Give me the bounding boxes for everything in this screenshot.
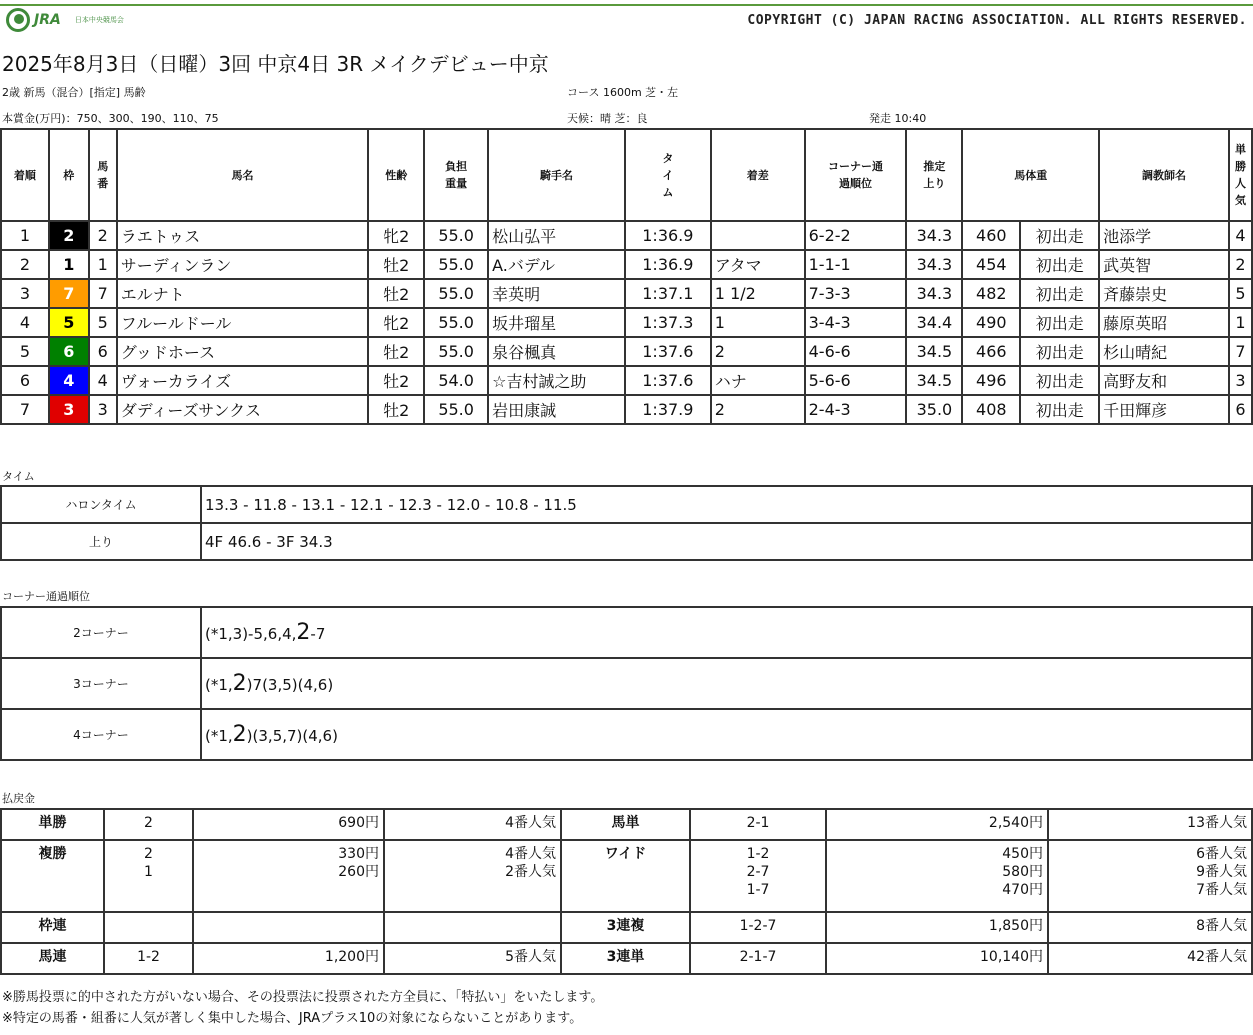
corner-3-label: 3コーナー <box>1 658 201 709</box>
furlong-label: ハロンタイム <box>1 486 201 523</box>
weight-cell: 55.0 <box>424 250 488 279</box>
rank-cell: 6 <box>1 366 49 395</box>
trainer-name[interactable]: 池添学 <box>1099 221 1229 250</box>
jockey-name[interactable]: 岩田康誠 <box>488 395 625 424</box>
fukusho-label: 複勝 <box>1 840 104 912</box>
umaren-number: 1-2 <box>104 943 193 974</box>
jockey-name[interactable]: 坂井瑠星 <box>488 308 625 337</box>
corner-2-order: (*1,3)-5,6,4,2-7 <box>201 607 1252 658</box>
waku-cell: 1 <box>49 250 89 279</box>
sex-age-cell: 牡2 <box>368 395 424 424</box>
sanrentan-label: 3連単 <box>561 943 690 974</box>
col-last3f: 推定上り <box>906 129 962 221</box>
agari-label: 上り <box>1 523 201 560</box>
sex-age-cell: 牡2 <box>368 366 424 395</box>
margin-cell: 2 <box>711 337 805 366</box>
rank-cell: 5 <box>1 337 49 366</box>
header-rule <box>0 4 1253 6</box>
time-cell: 1:37.9 <box>625 395 711 424</box>
time-cell: 1:37.1 <box>625 279 711 308</box>
body-weight-cell: 466 <box>962 337 1020 366</box>
popularity-cell: 7 <box>1229 337 1252 366</box>
popularity-cell: 5 <box>1229 279 1252 308</box>
result-row <box>1 366 1252 395</box>
corner-cell: 7-3-3 <box>805 279 907 308</box>
popularity-cell: 2 <box>1229 250 1252 279</box>
results-table <box>0 128 1253 425</box>
payout-table <box>0 808 1253 975</box>
waku-cell: 2 <box>49 221 89 250</box>
sex-age-cell: 牝2 <box>368 221 424 250</box>
col-body-weight: 馬体重 <box>962 129 1099 221</box>
last3f-cell: 35.0 <box>906 395 962 424</box>
fukusho-payouts: 330円 260円 <box>193 840 384 912</box>
sanrenpuku-number: 1-2-7 <box>690 912 826 943</box>
umaban-cell: 3 <box>89 395 117 424</box>
trainer-name[interactable]: 杉山晴紀 <box>1099 337 1229 366</box>
corner-4-label: 4コーナー <box>1 709 201 760</box>
weight-cell: 55.0 <box>424 337 488 366</box>
rank-cell: 4 <box>1 308 49 337</box>
jockey-name[interactable]: 泉谷楓真 <box>488 337 625 366</box>
margin-cell: ハナ <box>711 366 805 395</box>
wide-popularity: 6番人気 9番人気 7番人気 <box>1048 840 1252 912</box>
body-weight-cell: 482 <box>962 279 1020 308</box>
horse-name[interactable]: エルナト <box>117 279 369 308</box>
umatan-payout: 2,540円 <box>826 809 1048 840</box>
umaban-cell: 6 <box>89 337 117 366</box>
horse-name[interactable]: フルールドール <box>117 308 369 337</box>
umatan-number: 2-1 <box>690 809 826 840</box>
trainer-name[interactable]: 武英智 <box>1099 250 1229 279</box>
time-table <box>0 485 1253 561</box>
waku-cell: 7 <box>49 279 89 308</box>
sanrenpuku-popularity: 8番人気 <box>1048 912 1252 943</box>
corner-cell: 1-1-1 <box>805 250 907 279</box>
col-jockey: 騎手名 <box>488 129 625 221</box>
tansho-number: 2 <box>104 809 193 840</box>
result-row <box>1 250 1252 279</box>
umatan-label: 馬単 <box>561 809 690 840</box>
corner-cell: 6-2-2 <box>805 221 907 250</box>
margin-cell: アタマ <box>711 250 805 279</box>
corner-cell: 5-6-6 <box>805 366 907 395</box>
last3f-cell: 34.3 <box>906 250 962 279</box>
race-prize: 本賞金(万円)：750、300、190、110、75 <box>2 112 219 125</box>
tansho-payout: 690円 <box>193 809 384 840</box>
col-popularity: 単勝人気 <box>1229 129 1252 221</box>
weight-cell: 55.0 <box>424 308 488 337</box>
time-cell: 1:37.3 <box>625 308 711 337</box>
wakuren-label: 枠連 <box>1 912 104 943</box>
horse-name[interactable]: サーディンラン <box>117 250 369 279</box>
trainer-name[interactable]: 高野友和 <box>1099 366 1229 395</box>
last3f-cell: 34.4 <box>906 308 962 337</box>
umatan-popularity: 13番人気 <box>1048 809 1252 840</box>
umaren-payout: 1,200円 <box>193 943 384 974</box>
umaban-cell: 2 <box>89 221 117 250</box>
weight-cell: 55.0 <box>424 221 488 250</box>
waku-cell: 6 <box>49 337 89 366</box>
col-horse: 馬名 <box>117 129 369 221</box>
trainer-name[interactable]: 斉藤崇史 <box>1099 279 1229 308</box>
horse-name[interactable]: ダディーズサンクス <box>117 395 369 424</box>
last3f-cell: 34.3 <box>906 221 962 250</box>
sex-age-cell: 牡2 <box>368 279 424 308</box>
waku-cell: 3 <box>49 395 89 424</box>
logo-text: JRA <box>34 12 61 28</box>
wakuren-number <box>104 912 193 943</box>
waku-cell: 5 <box>49 308 89 337</box>
copyright: COPYRIGHT (C) JAPAN RACING ASSOCIATION. ALL RIGHTS RESERVED. <box>747 13 1247 28</box>
col-weight: 負担重量 <box>424 129 488 221</box>
weight-cell: 55.0 <box>424 395 488 424</box>
trainer-name[interactable]: 藤原英昭 <box>1099 308 1229 337</box>
sanrenpuku-payout: 1,850円 <box>826 912 1048 943</box>
corner-cell: 4-6-6 <box>805 337 907 366</box>
agari-times: 4F 46.6 - 3F 34.3 <box>201 523 1252 560</box>
horse-name[interactable]: グッドホース <box>117 337 369 366</box>
corner-2-label: 2コーナー <box>1 607 201 658</box>
corner-cell: 2-4-3 <box>805 395 907 424</box>
body-weight-cell: 460 <box>962 221 1020 250</box>
tansho-label: 単勝 <box>1 809 104 840</box>
time-cell: 1:37.6 <box>625 337 711 366</box>
time-cell: 1:36.9 <box>625 250 711 279</box>
popularity-cell: 3 <box>1229 366 1252 395</box>
col-time: タイム <box>625 129 711 221</box>
sanrentan-payout: 10,140円 <box>826 943 1048 974</box>
logo-subtitle: 日本中央競馬会 <box>74 16 124 24</box>
weight-diff-cell: 初出走 <box>1020 395 1099 424</box>
sex-age-cell: 牡2 <box>368 337 424 366</box>
corner-table <box>0 606 1253 761</box>
sanrentan-popularity: 42番人気 <box>1048 943 1252 974</box>
time-cell: 1:37.6 <box>625 366 711 395</box>
rank-cell: 1 <box>1 221 49 250</box>
weight-cell: 55.0 <box>424 279 488 308</box>
result-row <box>1 337 1252 366</box>
corner-3-order: (*1,2)7(3,5)(4,6) <box>201 658 1252 709</box>
wide-payouts: 450円 580円 470円 <box>826 840 1048 912</box>
weight-diff-cell: 初出走 <box>1020 337 1099 366</box>
sex-age-cell: 牡2 <box>368 250 424 279</box>
col-umaban: 馬番 <box>89 129 117 221</box>
last3f-cell: 34.5 <box>906 337 962 366</box>
race-start-time: 発走 10:40 <box>869 112 927 125</box>
last3f-cell: 34.3 <box>906 279 962 308</box>
race-weather: 天候：晴 芝：良 <box>567 112 648 125</box>
margin-cell <box>711 221 805 250</box>
sanrentan-number: 2-1-7 <box>690 943 826 974</box>
wide-numbers: 1-2 2-7 1-7 <box>690 840 826 912</box>
weight-cell: 54.0 <box>424 366 488 395</box>
jockey-name[interactable]: 幸英明 <box>488 279 625 308</box>
wakuren-popularity <box>384 912 561 943</box>
jockey-name[interactable]: A.バデル <box>488 250 625 279</box>
weight-diff-cell: 初出走 <box>1020 279 1099 308</box>
jra-logo[interactable] <box>6 8 124 32</box>
rank-cell: 7 <box>1 395 49 424</box>
race-condition: 2歳 新馬（混合）[指定] 馬齢 <box>2 86 146 99</box>
umaban-cell: 1 <box>89 250 117 279</box>
umaren-label: 馬連 <box>1 943 104 974</box>
wide-label: ワイド <box>561 840 690 912</box>
col-corner: コーナー通過順位 <box>805 129 907 221</box>
result-row <box>1 395 1252 424</box>
umaban-cell: 5 <box>89 308 117 337</box>
margin-cell: 2 <box>711 395 805 424</box>
wakuren-payout <box>193 912 384 943</box>
col-margin: 着差 <box>711 129 805 221</box>
weight-diff-cell: 初出走 <box>1020 366 1099 395</box>
corner-4-order: (*1,2)(3,5,7)(4,6) <box>201 709 1252 760</box>
body-weight-cell: 496 <box>962 366 1020 395</box>
body-weight-cell: 408 <box>962 395 1020 424</box>
umaban-cell: 4 <box>89 366 117 395</box>
popularity-cell: 4 <box>1229 221 1252 250</box>
popularity-cell: 6 <box>1229 395 1252 424</box>
trainer-name[interactable]: 千田輝彦 <box>1099 395 1229 424</box>
waku-cell: 4 <box>49 366 89 395</box>
jockey-name[interactable]: 松山弘平 <box>488 221 625 250</box>
corner-section-label: コーナー通過順位 <box>2 590 90 603</box>
note-jra-plus10: ※特定の馬番・組番に人気が著しく集中した場合、JRAプラス10の対象にならないことがあります。 <box>2 1011 583 1026</box>
top-bar <box>0 0 1253 38</box>
race-title: 2025年8月3日（日曜）3回 中京4日 3R メイクデビュー中京 <box>2 52 549 76</box>
tansho-popularity: 4番人気 <box>384 809 561 840</box>
margin-cell: 1 <box>711 308 805 337</box>
weight-diff-cell: 初出走 <box>1020 250 1099 279</box>
sanrenpuku-label: 3連複 <box>561 912 690 943</box>
horse-name[interactable]: ヴォーカライズ <box>117 366 369 395</box>
time-section-label: タイム <box>2 470 35 483</box>
horse-name[interactable]: ラエトゥス <box>117 221 369 250</box>
body-weight-cell: 490 <box>962 308 1020 337</box>
jra-logo-icon <box>6 8 30 32</box>
col-trainer: 調教師名 <box>1099 129 1229 221</box>
popularity-cell: 1 <box>1229 308 1252 337</box>
margin-cell: 1 1/2 <box>711 279 805 308</box>
result-row <box>1 308 1252 337</box>
furlong-times: 13.3 - 11.8 - 13.1 - 12.1 - 12.3 - 12.0 - 10.8 - 11.5 <box>201 486 1252 523</box>
race-course: コース 1600m 芝・左 <box>567 86 679 99</box>
umaban-cell: 7 <box>89 279 117 308</box>
umaren-popularity: 5番人気 <box>384 943 561 974</box>
col-sex-age: 性齢 <box>368 129 424 221</box>
fukusho-popularity: 4番人気 2番人気 <box>384 840 561 912</box>
weight-diff-cell: 初出走 <box>1020 308 1099 337</box>
payout-section-label: 払戻金 <box>2 792 35 805</box>
jockey-name[interactable]: ☆吉村誠之助 <box>488 366 625 395</box>
last3f-cell: 34.5 <box>906 366 962 395</box>
col-waku: 枠 <box>49 129 89 221</box>
result-row <box>1 221 1252 250</box>
sex-age-cell: 牝2 <box>368 308 424 337</box>
rank-cell: 3 <box>1 279 49 308</box>
fukusho-numbers: 2 1 <box>104 840 193 912</box>
result-row <box>1 279 1252 308</box>
col-rank: 着順 <box>1 129 49 221</box>
note-tokubarai: ※勝馬投票に的中された方がいない場合、その投票法に投票された方全員に、「特払い」をいたします。 <box>2 990 604 1005</box>
rank-cell: 2 <box>1 250 49 279</box>
weight-diff-cell: 初出走 <box>1020 221 1099 250</box>
body-weight-cell: 454 <box>962 250 1020 279</box>
corner-cell: 3-4-3 <box>805 308 907 337</box>
time-cell: 1:36.9 <box>625 221 711 250</box>
